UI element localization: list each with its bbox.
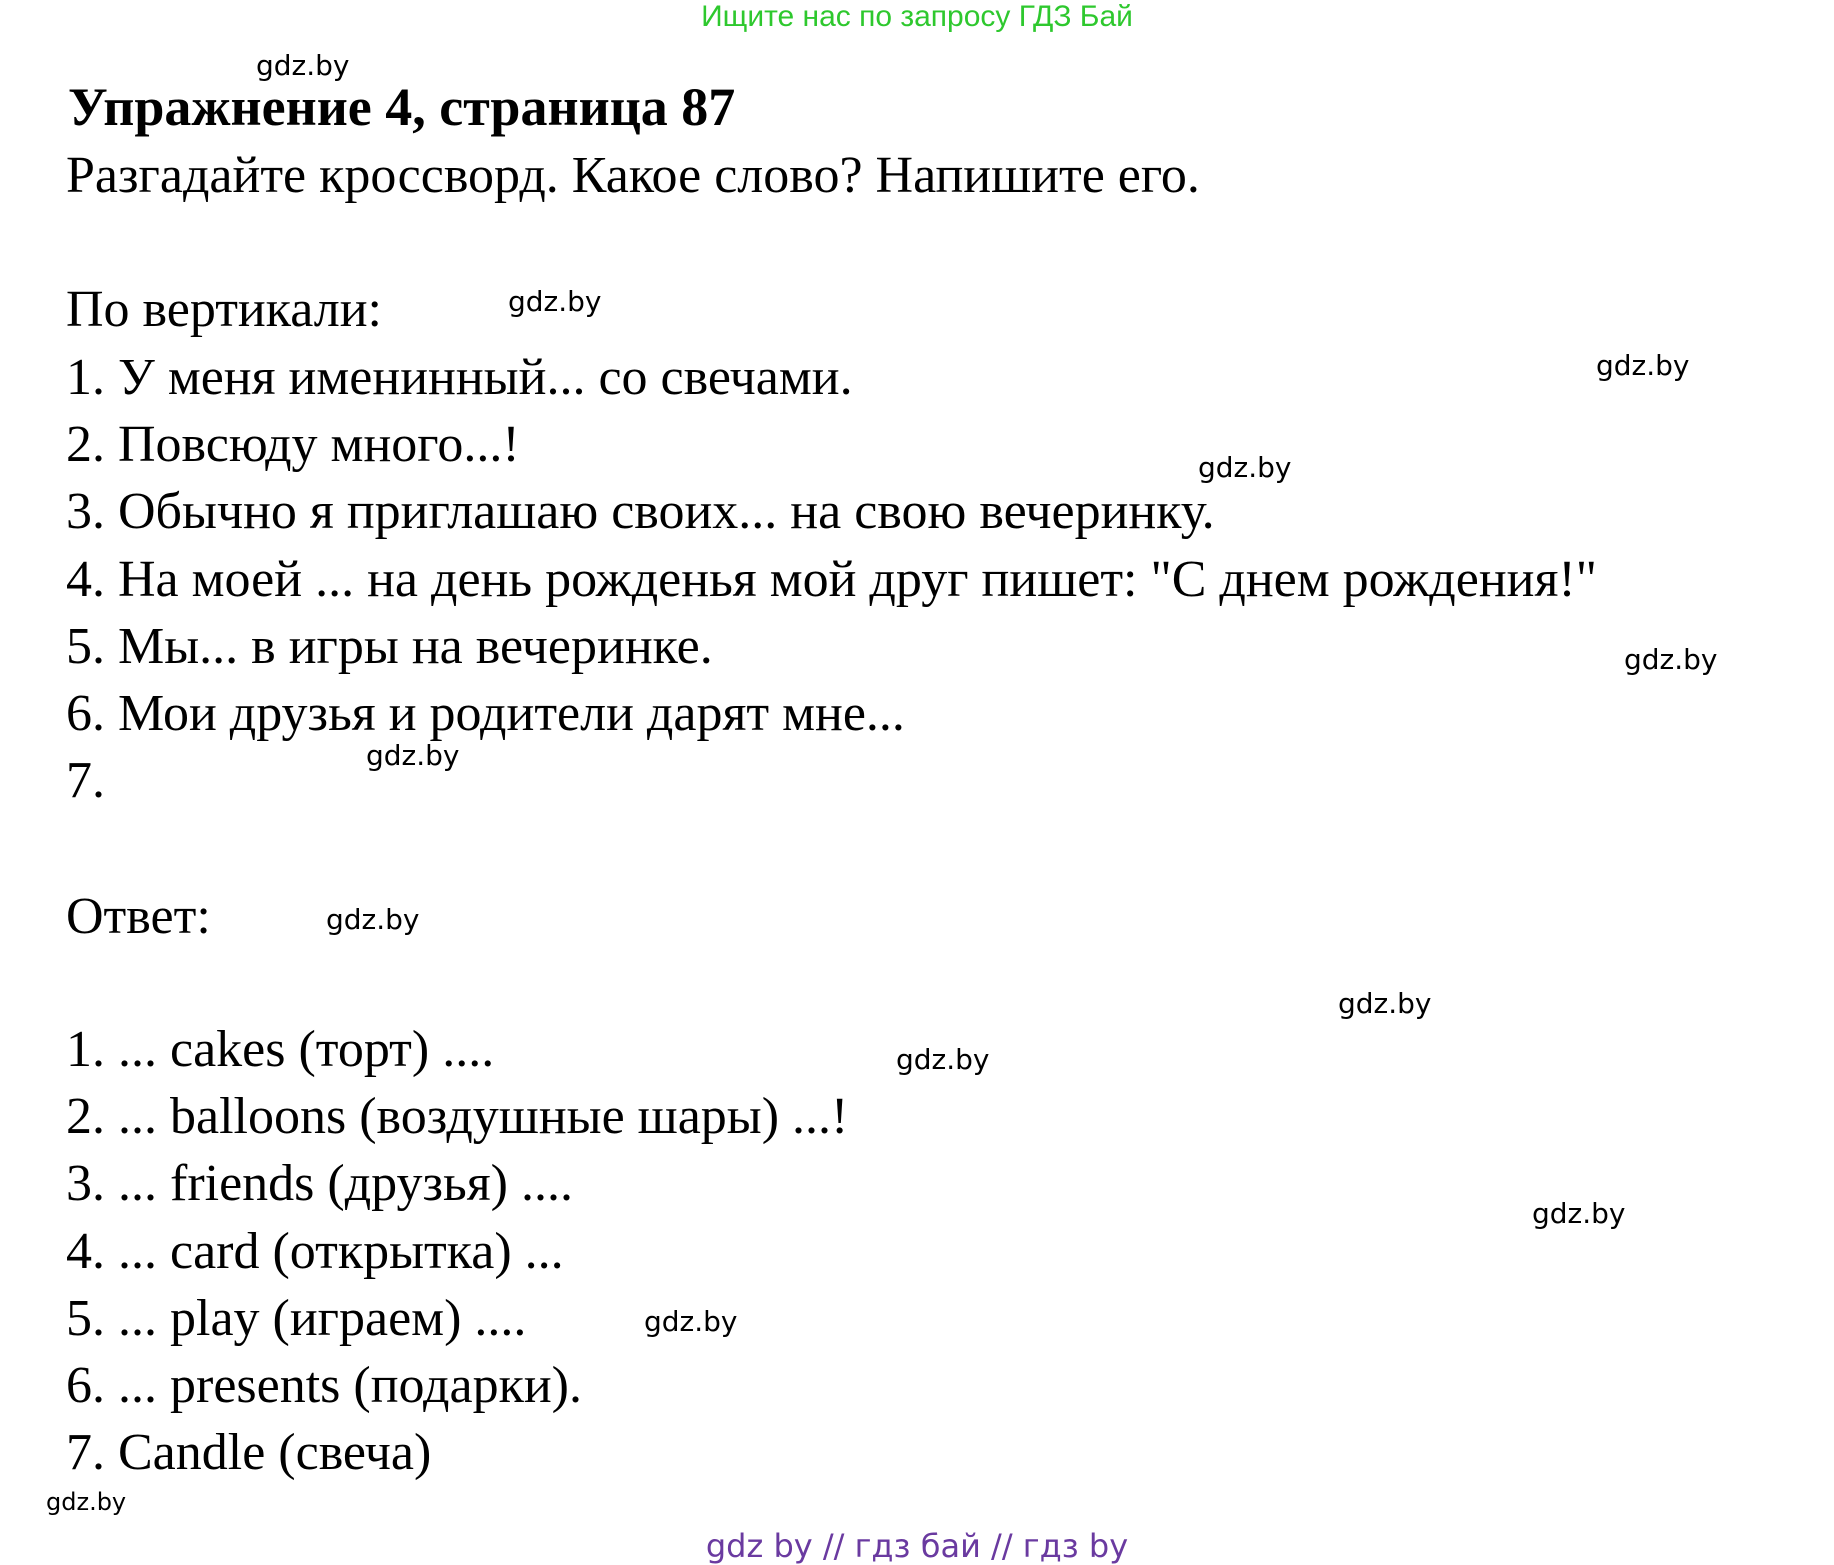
answer-item: 4. ... card (открытка) ... <box>66 1223 564 1280</box>
answer-item: 5. ... play (играем) .... <box>66 1290 527 1347</box>
answer-item: 3. ... friends (друзья) .... <box>66 1155 573 1212</box>
clue-item: 6. Мои друзья и родители дарят мне... <box>66 685 905 742</box>
clue-item: 1. У меня именинный... со свечами. <box>66 349 853 406</box>
clue-item: 3. Обычно я приглашаю своих... на свою вечеринку. <box>66 483 1215 540</box>
vertical-heading: По вертикали: <box>66 281 382 338</box>
watermark: gdz.by <box>256 49 350 82</box>
instruction-text: Разгадайте кроссворд. Какое слово? Напишите его. <box>66 147 1200 204</box>
watermark: gdz.by <box>1198 451 1292 484</box>
answer-item: 1. ... cakes (торт) .... <box>66 1021 495 1078</box>
watermark: gdz.by <box>644 1305 738 1338</box>
answer-item: 7. Candle (свеча) <box>66 1424 432 1481</box>
footer-links[interactable]: gdz by // гдз бай // гдз by <box>705 1527 1129 1565</box>
watermark: gdz.by <box>326 903 420 936</box>
clue-item: 4. На моей ... на день рожденья мой друг пишет: "С днем рождения!" <box>66 551 1597 608</box>
clue-item: 7. <box>66 752 105 809</box>
watermark: gdz.by <box>896 1043 990 1076</box>
clue-item: 5. Мы... в игры на вечеринке. <box>66 618 713 675</box>
clue-item: 2. Повсюду много...! <box>66 416 520 473</box>
answer-item: 2. ... balloons (воздушные шары) ...! <box>66 1088 849 1145</box>
watermark: gdz.by <box>366 739 460 772</box>
watermark: gdz.by <box>1624 643 1718 676</box>
exercise-title: Упражнение 4, страница 87 <box>68 77 736 137</box>
watermark: gdz.by <box>1338 987 1432 1020</box>
watermark: gdz.by <box>508 285 602 318</box>
answer-item: 6. ... presents (подарки). <box>66 1357 582 1414</box>
watermark: gdz.by <box>1532 1197 1626 1230</box>
watermark: gdz.by <box>1596 349 1690 382</box>
watermark: gdz.by <box>46 1488 127 1516</box>
answer-heading: Ответ: <box>66 888 211 945</box>
top-banner: Ищите нас по запросу ГДЗ Бай <box>701 0 1133 33</box>
